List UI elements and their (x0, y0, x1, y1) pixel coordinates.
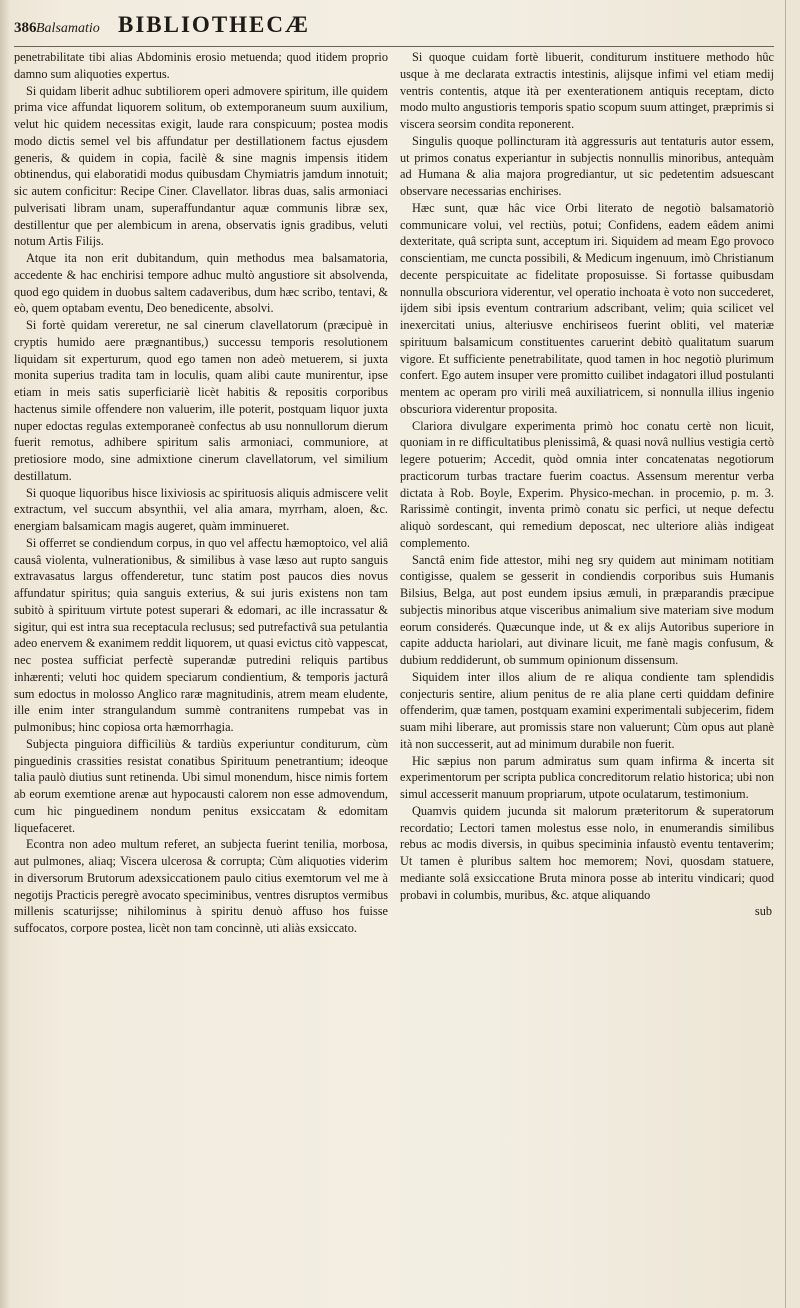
book-title: BIBLIOTHECÆ (118, 12, 310, 37)
paragraph: Si quidam liberit adhuc subtiliorem operi admovere spiritum, ille quidem prima vice affundat liquorem solitum, ob extemporaneum suum auxilium, velut hic quidem necessitas exigit, laude rara conspicuum; postea modis modo dictis semel vel bis affundatur per destillationem factus ejusdem generis, & quidem in copia, facilè & sine magnis impensis itidem obtinendus, qui elaboratidi modus quibusdam Chymiatris jamdum innotuit; sic autem conficitur: Recipe Ciner. Clavellator. libras duas, salis armoniaci pulverisati libram unam, superaffundantur aquæ communis libræ sex, destillentur que per alembicum in arena, observatis ignis gradibus, veluti notum Artis Filijs. (14, 83, 388, 249)
running-header (14, 12, 774, 47)
paragraph: Si fortè quidam vereretur, ne sal cinerum clavellatorum (præcipuè in cryptis humido aere prægnantibus,) successu temporis resolutionem liquidam sit experturum, quod ego tamen non adeò metuerem, si juxta monita superius tradita tam in loculis, quam alibi caute munirentur, ipse etiam in meis satis superficiariè licèt habitis & repositis corporibus hactenus simile offendere non valuerim, ille poterit, postquam liquor juxta nuper edoctas regulas extemporaneè confectus ab usu nonnullorum dierum fuerit remotus, adhibere spiritum salis armoniaci, communiore, at pretiosiore modo, sine admixtione cinerum clavellatorum, vel similium destillatum. (14, 318, 388, 483)
paragraph: Si quoque cuidam fortè libuerit, conditurum instituere methodo hûc usque à me declarata extractis intestinis, alijsque infimi vel etiam medij ventris contentis, atque ità per exenterationem antiquis receptam, dicto modo multo angustioris temporis spatio scopum suum attinget, præprimis si viscera seorsim condita reponerent. (400, 50, 774, 131)
paragraph: Si quoque liquoribus hisce lixiviosis ac spirituosis aliquis admiscere velit extractum, vel succum absynthii, vel alia amara, myrrham, aloen, &c. energiam balsamicam magis augeret, quàm imminueret. (14, 485, 388, 533)
running-title: Balsamatio (36, 21, 100, 36)
text-columns (14, 49, 774, 937)
right-column (400, 49, 774, 937)
catchword: sub (754, 904, 772, 919)
paragraph: Atque ita non erit dubitandum, quin methodus mea balsamatoria, accedente & hac enchirisi tempore adhuc multò angustiore sit absolvenda, quod ego quidem in duobus saltem cadaveribus, dum hæc scribo, tentavi, & eò, quem optabam eventu, Deo benedicente, absolvi. (14, 251, 388, 316)
paragraph: Subjecta pinguiora difficiliùs & tardiùs experiuntur conditurum, cùm pinguedinis crassities resistat conatibus Spirituum penetrantium; ideoque talia paulò diutius sunt retinenda. Ubi simul monendum, hisce nimis fortem ab eorum exemtione arenæ aut hypocausti calorem non esse admovendum, cum hic pinguedinem nondum penitus exsiccatam & edomitam liquefaceret. (14, 736, 388, 835)
gutter-shadow (0, 0, 10, 1308)
paragraph: Clariora divulgare experimenta primò hoc conatu certè non licuit, quoniam in re difficultatibus plenissimâ, & quasi novâ nullius vestigia certò legere potuerim; Accedit, quòd omnia inter concatenatas negotiorum practicorum turbas tractare fuerim coactus. Assensum merentur verba dictata à Rob. Boyle, Experim. Physico-mechan. in procemio, p. m. 3. Rarissimè contingit, inventa primò conatu sic perfici, ut neque defectu aliquò sordescant, qui remedium deposcat, nec ulteriore aliàs indigeat complemento. (400, 418, 774, 550)
paragraph: Hæc sunt, quæ hâc vice Orbi literato de negotiò balsamatoriò communicare volui, vel rectiùs, potui; Confidens, eadem eâdem animi dexteritate, quâ scripta sunt, acceptum iri. Siquidem ad meam Ego provoco conscientiam, me cuncta possibili, & Medicum ingenuum, imò Christianum decente perspicuitate ac fidelitate proposuisse. Si fortasse quibusdam nonnulla obscuriora viderentur, vel operatio inchoata è voto non succederet, ijdem sibi ipsis eventum contrarium adscribant, velim; quia scilicet vel inexercitati unius, alteriusve enchiriseos fuerint obliti, vel materiæ spirituum balsamicum constituentes caruerint debitò qualitatum suarum vigore. Et sufficiente penetrabilitate, quod tamen in hoc negotiò plurimum confert. Ego autem insuper vere promitto cuilibet indagatori illud postulanti mentem ac operam pro virili meâ auxiliatricem, si nonnulla illius ingenio obscuriora viderentur proposita. (400, 200, 774, 416)
paragraph: Siquidem inter illos alium de re aliqua condiente tam splendidis conjecturis sentire, alium penitus de re alia plane certi quiddam definire offenderim, quæ tamen, postquam examini experimentali subjecerim, fidem suam mihi liberare, aut promissis stare non valuerunt; Cùm opus aut planè ità non successerit, aut ad minimum durabile non fuerit. (400, 669, 774, 751)
paragraph: Si offerret se condiendum corpus, in quo vel affectu hæmoptoico, vel aliâ causâ violenta, vulnerationibus, & similibus à vase læso aut rupto sanguis extravasatus largus offenderetur, tunc statim post paucos dies novus affundatur spiritus; quia sanguis exterius, & sui juris existens non tam subitò à spirituum virtute potest superari & edomari, ac ille incrassatur & sigitur, qui est intra sua receptacula reclusus; sed putrefactivâ sua petulantia adeo enervem & exanimem reddit liquorem, ut quasi evictus citò vappescat, nec postea sufficiat perfectè superandæ putredini reliquis partibus inhærenti; veluti hoc quidem speciarum condientium, & temporis jacturâ sum edoctus in molosso Anglico raræ magnitudinis, atrem meam eludente, ille enim inter strangulandum summè contranitens rumpebat vas in pulmonibus; hinc copiosa orta hæmorrhagia. (14, 535, 388, 734)
paragraph: Econtra non adeo multum referet, an subjecta fuerint tenilia, morbosa, aut pulmones, aliaq; Viscera ulcerosa & corrupta; Cùm aliquoties viderim in diversorum Brutorum adexsiccationem paulo citius exemtorum vel me à negotijs Practicis peregrè avocato speciminibus, ventres disruptos vermibus millenis scaturijsse; nihilominus à spiritu denuò affuso hos fuisse suffocatos, corpore postea, licèt non tam concinnè, uti aliàs exsiccato. (14, 837, 388, 935)
paragraph: Sanctâ enim fide attestor, mihi neg sry quidem aut minimam notitiam contigisse, qualem se gesserit in condiendis corporibus suis Humanis Bilsius, Belga, aut post eundem ipsius æmuli, in præparandis præcipue subjectis minoribus atque visceribus animalium sive materiam sive modum eorum considerés. Quæcunque inde, ut & ex alijs Autoribus superiore in capite adducta hariolari, aut divinare licuit, me fanè magis confusum, & dubium reddiderunt, ob summum opinionum dissensum. (400, 552, 774, 667)
paragraph: Hic sæpius non parum admiratus sum quam infirma & incerta sit experimentorum per scripta publica concreditorum relatio historica; ubi non simul accesserit manuum propriarum, utpote oculatarum, testimonium. (400, 753, 774, 801)
paragraph: Quamvis quidem jucunda sit malorum præteritorum & superatorum recordatio; Lectori tamen molestus esse nolo, in enumerandis similibus rebus ac modis diversis, in quibus speciminia infaustò eventu tentaverim; Ut tamen è pluribus saltem hoc memorem; Novi, quosdam statuere, mediante solâ exsiccatione Bruta minora posse ab interitu vindicari; quod probavi in columbis, muribus, &c. atque aliquando (400, 803, 774, 902)
paragraph: Singulis quoque pollincturam ità aggressuris aut tentaturis autor essem, ut primos conatus experiantur in subjectis nonnullis minoribus, antequàm ad Humana & alia majora progrediantur, ut sic pedetentim adsuescant observare necessarias enchirises. (400, 133, 774, 198)
page-number: 386 (14, 20, 37, 36)
paragraph: penetrabilitate tibi alias Abdominis erosio metuenda; quod itidem proprio damno sum aliquoties expertus. (14, 50, 388, 81)
page-edge (785, 0, 786, 1308)
left-column (14, 49, 388, 937)
